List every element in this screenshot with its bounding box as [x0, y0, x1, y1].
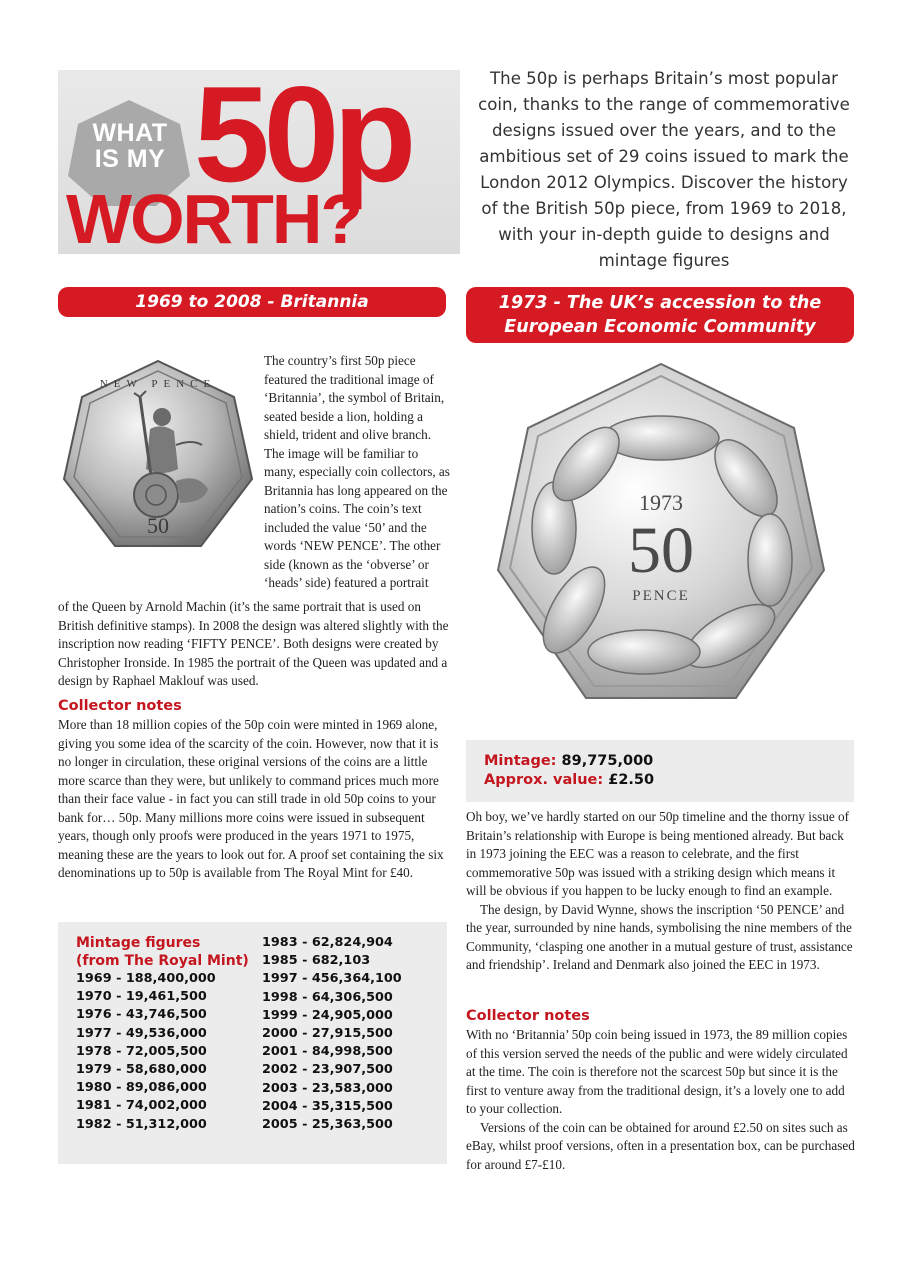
section-banner-britannia: 1969 to 2008 - Britannia [58, 287, 446, 317]
approx-value: £2.50 [608, 772, 655, 788]
badge-line-1: WHAT [92, 119, 168, 147]
mintage-row: 2005 - 25,363,500 [262, 1117, 393, 1133]
badge-line-2: IS MY [94, 145, 166, 173]
mintage-line [484, 752, 654, 771]
mintage-column-1 [76, 934, 256, 1134]
britannia-intro-text: The country’s first 50p piece featured the traditional image of ‘Britannia’, the symbol of Britain, seated beside a lion, holding a shield, trident and olive branch. The image will be familiar to many, especially coin collectors, as Britannia has long appeared on the nation’s coins. The coin’s text included the value ‘50’ and the words ‘NEW PENCE’. The other side (known as the ‘obverse’ or ‘heads’ side) featured a portrait [264, 353, 450, 590]
mintage-row: 1976 - 43,746,500 [76, 1007, 207, 1023]
masthead-worth: WORTH? [66, 180, 362, 254]
britannia-intro-continued: of the Queen by Arnold Machin (it’s the same portrait that is used on British definitive stamps). In 2008 the design was altered slightly with the inscription now reading ‘FIFTY PENCE’. Both designs were created by Christopher Ironside. In 1985 the portrait of the Queen was updated and a design by Raphael Maklouf was used. [58, 599, 449, 688]
banner-eec-line1: 1973 - The UK’s accession to the [498, 293, 822, 313]
approx-value-line [484, 771, 654, 790]
mintage-row: 1982 - 51,312,000 [76, 1116, 207, 1132]
mintage-row: 2001 - 84,998,500 [262, 1044, 393, 1060]
eec-paragraph-1: Oh boy, we’ve hardly started on our 50p timeline and the thorny issue of Britain’s relationship with Europe is being mentioned already. But back in 1973 joining the EEC was a reason to celebrate, and the first commemorative 50p was issued with a striking design which means it will be obvious if you happen to be lucky enough to find an example. [466, 809, 849, 898]
collector-notes-heading-right: Collector notes [466, 1008, 590, 1024]
mintage-row: 2000 - 27,915,500 [262, 1026, 393, 1042]
collector-notes-heading-left: Collector notes [58, 698, 182, 714]
mintage-label: Mintage: [484, 753, 557, 769]
britannia-coin-image [58, 357, 258, 557]
mintage-value-lines [484, 752, 654, 790]
coin-right-word: PENCE [632, 588, 690, 604]
mintage-row: 1979 - 58,680,000 [76, 1062, 207, 1078]
masthead [58, 70, 460, 254]
collector-notes-text-left: More than 18 million copies of the 50p coin were minted in 1969 alone, giving you some idea of the scarcity of the coin. However, now that it is no longer in circulation, these original versions of the coins are a little more scarce than they were, but unlikely to command prices much more than their face value - in fact you can still trade in old 50p coins to your bank for… 50p. Many millions more coins were issued in subsequent years, though only proofs were produced in the years 1971 to 1975, meaning these are the years to look out for. A proof set containing the six denominations up to 50p is available from The Royal Mint for £40. [58, 717, 444, 880]
mintage-row: 2003 - 23,583,000 [262, 1080, 393, 1096]
approx-value-label: Approx. value: [484, 772, 604, 788]
coin-left-legend: NEW PENCE [99, 378, 217, 390]
mintage-row: 1970 - 19,461,500 [76, 989, 207, 1005]
eec-article-text [466, 808, 856, 975]
masthead-50p: 50p [194, 70, 411, 210]
mintage-row: 1985 - 682,103 [262, 953, 371, 969]
mintage-row: 2004 - 35,315,500 [262, 1098, 393, 1114]
mintage-row: 1981 - 74,002,000 [76, 1098, 207, 1114]
mintage-row: 1978 - 72,005,500 [76, 1043, 207, 1059]
mintage-row: 1969 - 188,400,000 [76, 971, 216, 986]
coin-right-value: 50 [628, 514, 694, 587]
mintage-column-2 [262, 934, 442, 1134]
eec-coin-image [494, 360, 828, 712]
intro-paragraph: The 50p is perhaps Britain’s most popular coin, thanks to the range of commemorative designs issued over the years, and to the ambitious set of 29 coins issued to mark the London 2012 Olympics. Discover the history of the British 50p piece, from 1969 to 2018, with your in-depth guide to designs and mintage figures [478, 69, 850, 270]
section-banner-eec [466, 287, 854, 343]
mintage-row: 1980 - 89,086,000 [76, 1080, 207, 1096]
coin-right-year: 1973 [639, 490, 683, 515]
banner-eec-line2: European Economic Community [504, 317, 816, 337]
coin-left-value: 50 [147, 513, 169, 538]
collector-right-paragraph-2: Versions of the coin can be obtained for around £2.50 on sites such as eBay, whilst proof versions, often in a presentation box, can be purchased for around £7-£10. [466, 1119, 855, 1172]
mintage-title-line1: Mintage figures [76, 935, 201, 951]
mintage-row: 1999 - 24,905,000 [262, 1007, 393, 1023]
eec-paragraph-2: The design, by David Wynne, shows the inscription ‘50 PENCE’ and the year, surrounded by nine hands, symbolising the nine members of the Community, ‘clasping one another in a mutual gesture of trust, assistance and friendship’. Ireland and Denmark also joined the EEC in 1973. [466, 901, 853, 972]
mintage-row: 2002 - 23,907,500 [262, 1062, 393, 1078]
collector-right-paragraph-1: With no ‘Britannia’ 50p coin being issued in 1973, the 89 million copies of this version served the needs of the public and were widely circulated at the time. The coin is therefore not the scarcest 50p but since it is the first to venture away from the traditional design, it’s a lovely one to add to your collection. [466, 1027, 848, 1116]
mintage-row: 1997 - 456,364,100 [262, 971, 402, 987]
collector-notes-text-right [466, 1026, 856, 1174]
mintage-row: 1983 - 62,824,904 [262, 935, 393, 950]
badge-text [80, 120, 180, 172]
mintage-row: 1977 - 49,536,000 [76, 1025, 207, 1041]
mintage-value: 89,775,000 [561, 753, 654, 769]
mintage-title-line2: (from The Royal Mint) [76, 953, 249, 969]
mintage-row: 1998 - 64,306,500 [262, 989, 393, 1005]
